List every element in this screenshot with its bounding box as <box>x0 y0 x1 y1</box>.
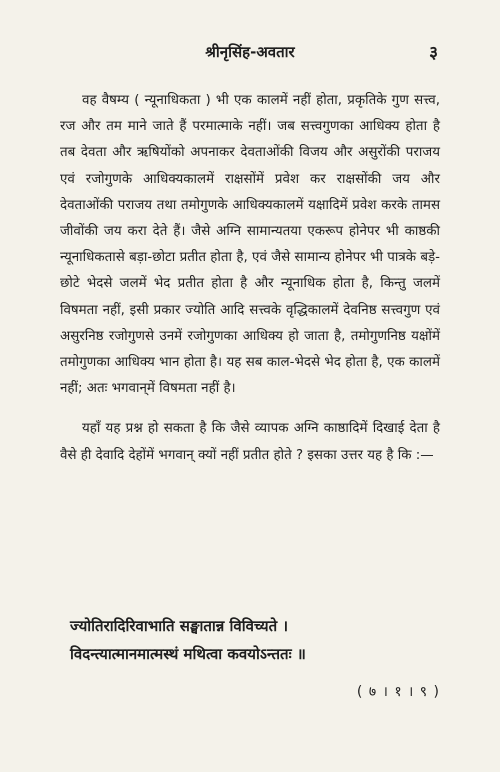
paragraph-2: यहाँ यह प्रश्न हो सकता है कि जैसे व्यापक अग्नि काष्ठादिमें दिखाई देता है वैसे ही देवादि देहोंमें भगवान् क्यों नहीं प्रतीत होते ? इसका उत्तर यह है कि :— <box>60 421 440 463</box>
sanskrit-verse <box>70 612 440 668</box>
verse-reference: ( ७ । १ । ९ ) <box>356 684 440 700</box>
verse-line-2: विदन्त्यात्मानमात्मस्थं मथित्वा कवयोऽन्ततः ॥ <box>70 645 306 663</box>
running-title: श्रीनृसिंह-अवतार <box>205 43 295 61</box>
body-text <box>60 88 440 469</box>
paragraph-1: वह वैषम्य ( न्यूनाधिकता ) भी एक कालमें नहीं होता, प्रकृतिके गुण सत्त्व, रज और तम माने जाते हैं परमात्माके नहीं। जब सत्त्वगुणका आधिक्य होता है तब देवता और ऋषियोंको अपनाकर देवताओंकी विजय और असुरोंकी पराजय एवं रजोगुणके आधिक्यकालमें राक्षसोंमें प्रवेश कर राक्षसोंकी जय और देवताओंकी पराजय तथा तमोगुणके आधिक्यकालमें यक्षादिमें प्रवेश करके तामस जीवोंकी जय करा देते हैं। जैसे अग्नि सामान्यतया एकरूप होनेपर भी काष्ठकी न्यूनाधिकतासे बड़ा-छोटा प्रतीत होता है, एवं जैसे सामान्य होनेपर भी पात्रके बड़े-छोटे भेदसे जलमें भेद प्रतीत होता है और न्यूनाधिक होता है, किन्तु जलमें विषमता नहीं, इसी प्रकार ज्योति आदि सत्त्वके वृद्धिकालमें देवनिष्ठ सत्त्वगुण एवं असुरनिष्ठ रजोगुणसे उनमें रजोगुणका आधिक्य हो जाता है, तमोगुणनिष्ठ यक्षोंमें तमोगुणका आधिक्य भान होता है। यह सब काल-भेदसे भेद होता है, एक कालमें नहीं; अतः भगवान्‌में विषमता नहीं है। <box>60 93 440 397</box>
verse-line-1: ज्योतिरादिरिवाभाति सङ्घातान्न विविच्यते । <box>70 617 289 635</box>
page-number: ३ <box>429 43 438 63</box>
page-header <box>60 40 440 64</box>
